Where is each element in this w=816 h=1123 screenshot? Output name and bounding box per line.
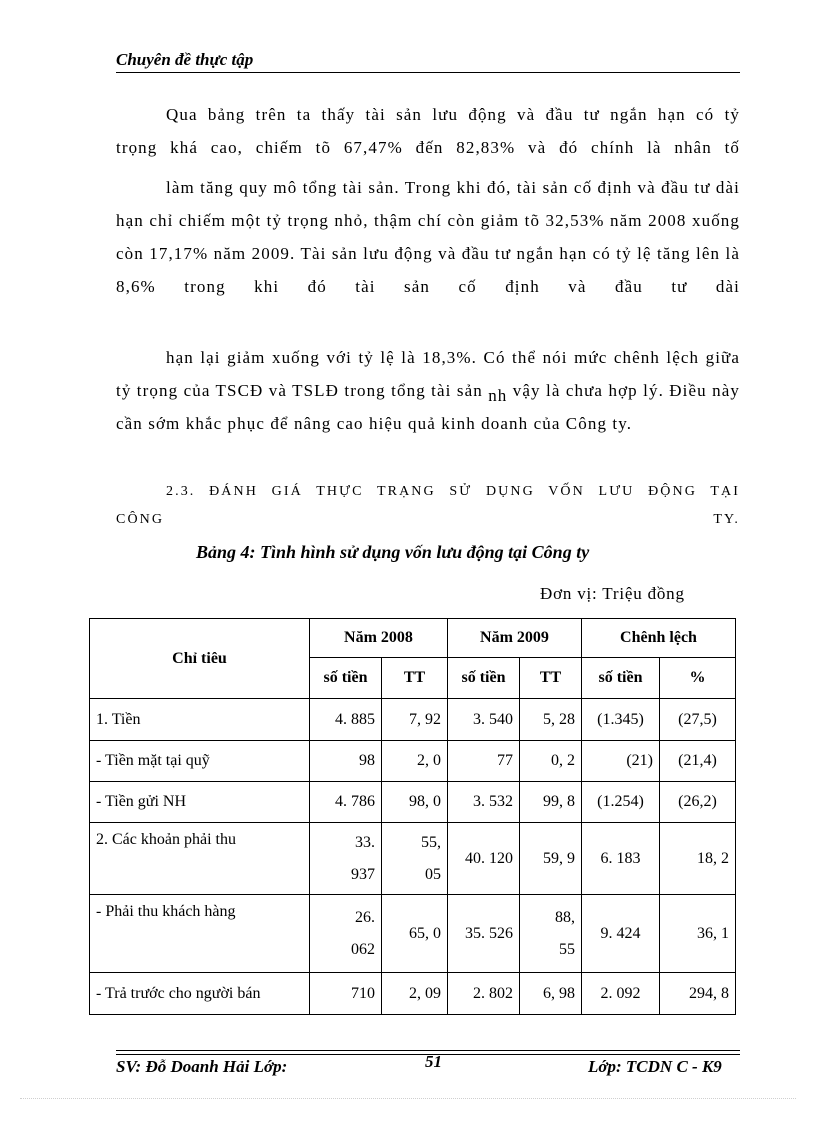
- header-year-2009: Năm 2009: [448, 619, 582, 658]
- row-label: 1. Tiền: [90, 699, 310, 741]
- cell-diff: 2. 092: [582, 973, 660, 1015]
- row-label: - Tiền mặt tại quỹ: [90, 741, 310, 782]
- cell-diff: 9. 424: [582, 895, 660, 973]
- cell-tt-2009-line-2: 55: [559, 940, 575, 958]
- cell-tt-2009: 6, 98: [520, 973, 582, 1015]
- cell-percent: (26,2): [660, 782, 736, 823]
- footer-student: SV: Đỗ Doanh Hải Lớp:: [116, 1057, 288, 1076]
- cell-tt-2008: 7, 92: [382, 699, 448, 741]
- header-rule: [116, 72, 740, 73]
- cell-percent: 294, 8: [660, 973, 736, 1015]
- cell-amount-2009: 3. 532: [448, 782, 520, 823]
- cell-amount-2009: 77: [448, 741, 520, 782]
- cell-amount-2008: 4. 786: [310, 782, 382, 823]
- cell-tt-2009: 99, 8: [520, 782, 582, 823]
- paragraph-3-part-1: hạn lại giảm xuống với tỷ lệ là 18,3%. Có thể nói mức chênh lệch giữa tỷ trọng của TSCĐ và TSLĐ trong tổng tài sản: [116, 348, 740, 400]
- cell-diff: (1.345): [582, 699, 660, 741]
- cell-amount-2008: 710: [310, 973, 382, 1015]
- footer-page-number: 51: [425, 1052, 442, 1071]
- section-heading-ty: TY.: [713, 512, 740, 527]
- footer-rule-top: [116, 1050, 740, 1051]
- document-header-title: Chuyên đề thực tập: [116, 50, 254, 69]
- cell-amount-2008-line-1: 26.: [355, 908, 375, 926]
- cell-tt-2008: 2, 09: [382, 973, 448, 1015]
- paragraph-3-nh: nh: [488, 386, 508, 405]
- table-unit: Đơn vị: Triệu đồng: [540, 584, 685, 603]
- cell-diff: 6. 183: [582, 823, 660, 895]
- cell-tt-2008-line-1: 55,: [421, 833, 441, 851]
- table-caption: Bảng 4: Tình hình sử dụng vốn lưu động tại Công ty: [196, 542, 590, 562]
- header-percent: %: [660, 658, 736, 699]
- row-label: - Phải thu khách hàng: [90, 895, 310, 973]
- cell-tt-2009: 59, 9: [520, 823, 582, 895]
- working-capital-table: [89, 618, 736, 1015]
- cell-diff: (21): [582, 741, 660, 782]
- cell-tt-2009: 0, 2: [520, 741, 582, 782]
- paragraph-2: làm tăng quy mô tổng tài sản. Trong khi đó, tài sản cố định và đầu tư dài hạn chỉ chiếm một tỷ trọng nhỏ, thậm chí còn giảm tõ 32,53% năm 2008 xuống còn 17,17% năm 2009. Tài sản lưu động và đầu tư ngắn hạn có tỷ lệ tăng lên là 8,6% trong khi đó tài sản cố định và đầu tư dài: [116, 178, 740, 296]
- table-row: [90, 699, 736, 741]
- cell-tt-2008: [382, 823, 448, 895]
- cell-amount-2009: 3. 540: [448, 699, 520, 741]
- header-amount-2008: số tiền: [310, 658, 382, 699]
- cell-amount-2008-line-2: 937: [351, 865, 375, 883]
- row-label: 2. Các khoản phải thu: [90, 823, 310, 895]
- cell-amount-2009: 40. 120: [448, 823, 520, 895]
- table-row: [90, 895, 736, 973]
- page-bottom-edge: [20, 1098, 796, 1099]
- cell-amount-2008: [310, 823, 382, 895]
- header-tt-2009: TT: [520, 658, 582, 699]
- section-heading-line-1: 2.3. ĐÁNH GIÁ THỰC TRẠNG SỬ DỤNG VỐN LƯU ĐỘNG TẠI: [166, 484, 740, 499]
- cell-amount-2009: 2. 802: [448, 973, 520, 1015]
- cell-tt-2008: 98, 0: [382, 782, 448, 823]
- cell-percent: (27,5): [660, 699, 736, 741]
- cell-tt-2008-line-2: 05: [425, 865, 441, 883]
- cell-diff: (1.254): [582, 782, 660, 823]
- row-label: - Tiền gửi NH: [90, 782, 310, 823]
- header-year-2008: Năm 2008: [310, 619, 448, 658]
- header-tt-2008: TT: [382, 658, 448, 699]
- cell-tt-2009: [520, 895, 582, 973]
- cell-percent: 18, 2: [660, 823, 736, 895]
- cell-amount-2008: 4. 885: [310, 699, 382, 741]
- footer-class: Lớp: TCDN C - K9: [588, 1057, 722, 1076]
- cell-amount-2008: 98: [310, 741, 382, 782]
- cell-percent: 36, 1: [660, 895, 736, 973]
- row-label: - Trả trước cho người bán: [90, 973, 310, 1015]
- header-indicator: Chỉ tiêu: [90, 619, 310, 699]
- table-row: [90, 741, 736, 782]
- paragraph-3: [116, 341, 740, 440]
- header-difference: Chênh lệch: [582, 619, 736, 658]
- cell-tt-2008: 65, 0: [382, 895, 448, 973]
- paragraph-3-part-2: vậy là chưa hợp lý. Điều này cần sớm khắc phục để nâng cao hiệu quả kinh doanh của Công ty.: [116, 381, 740, 433]
- table-row: [90, 823, 736, 895]
- cell-tt-2009: 5, 28: [520, 699, 582, 741]
- cell-tt-2009-line-1: 88,: [555, 908, 575, 926]
- cell-amount-2008: [310, 895, 382, 973]
- cell-percent: (21,4): [660, 741, 736, 782]
- cell-amount-2009: 35. 526: [448, 895, 520, 973]
- paragraph-1-line-1: Qua bảng trên ta thấy tài sản lưu động và đầu tư ngắn hạn có tỷ: [166, 105, 740, 124]
- section-heading-company: CÔNG: [116, 512, 165, 527]
- header-amount-2009: số tiền: [448, 658, 520, 699]
- table-header-row-1: [90, 619, 736, 658]
- cell-amount-2008-line-2: 062: [351, 940, 375, 958]
- header-amount-diff: số tiền: [582, 658, 660, 699]
- table-row: [90, 973, 736, 1015]
- cell-tt-2008: 2, 0: [382, 741, 448, 782]
- paragraph-1-line-2: trọng khá cao, chiếm tõ 67,47% đến 82,83% và đó chính là nhân tố: [116, 138, 740, 157]
- section-heading-line-2: [116, 506, 740, 534]
- cell-amount-2008-line-1: 33.: [355, 833, 375, 851]
- table-row: [90, 782, 736, 823]
